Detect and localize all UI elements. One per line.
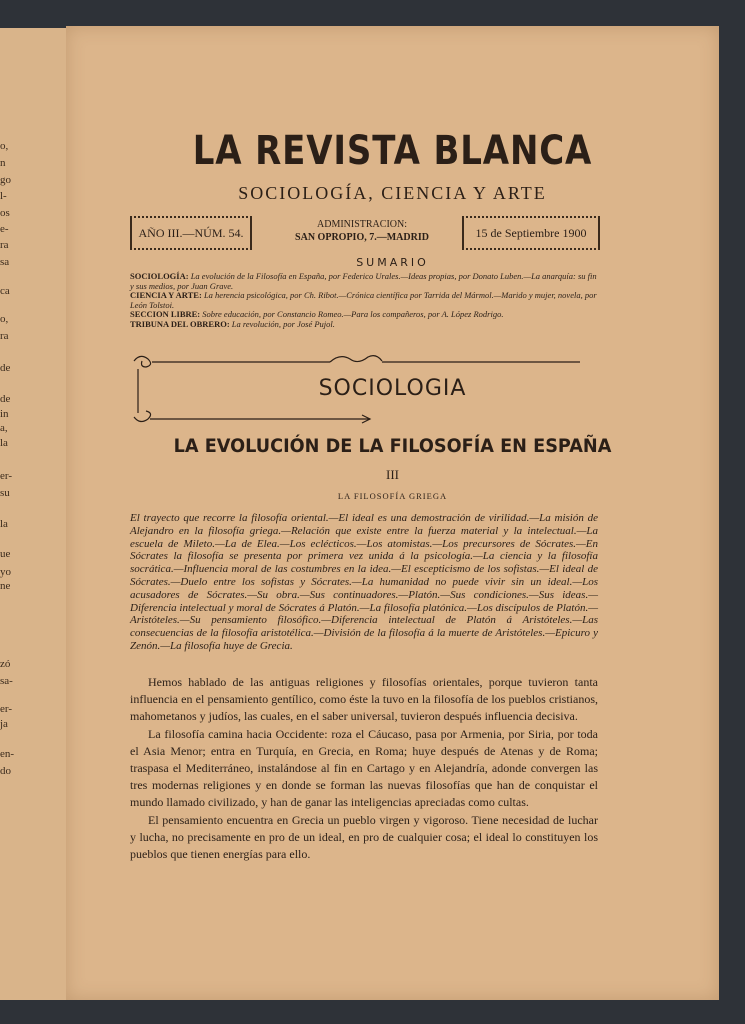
sumario-list: [130, 272, 600, 329]
left-page-fragment: yo: [0, 566, 11, 578]
left-page-fragment: ca: [0, 285, 10, 297]
sumario-heading: SUMARIO: [356, 256, 429, 269]
left-page-fragment: er-: [0, 703, 12, 715]
sumario-entry: [130, 272, 600, 291]
ornament-scroll-left: [134, 356, 151, 367]
left-page-fragment: su: [0, 487, 10, 499]
left-page-fragment: er-: [0, 470, 12, 482]
left-page-fragment: ra: [0, 330, 9, 342]
left-page-fragment: la: [0, 518, 8, 530]
sumario-text: Sobre educación, por Constancio Romeo.—Para los compañeros, por A. López Rodrigo.: [202, 309, 504, 319]
left-page-fragment: ue: [0, 548, 11, 560]
issue-date: 15 de Septiembre 1900: [475, 225, 587, 240]
left-page-fragment: l-: [0, 190, 7, 202]
sumario-category: SOCIOLOGÍA:: [130, 271, 189, 281]
left-page-fragment: ra: [0, 239, 9, 251]
left-page-fragment: sa-: [0, 675, 13, 687]
sumario-text: La revolución, por José Pujol.: [231, 318, 335, 329]
sumario-category: TRIBUNA DEL OBRERO:: [130, 318, 230, 329]
article-abstract: El trayecto que recorre la filosofía oriental.—El ideal es una demostración de virilidad.—La misión de Alejandro en la filosofía griega.—Relación que existe entre la fuerza material y la intelectual.—La escuela de Mileto.—La de Elea.—Los eclécticos.—Los atomistas.—Los precursores de Sócrates.—En Sócrates la filosofía se presenta por primera vez unida á la psicología.—La ciencia y la filosofía socrática.—Influencia moral de las costumbres en la idea.—El escepticismo de los sofistas.—El ideal de Sócrates.—Duelo entre los sofistas y Sócrates.—La humanidad no puede vivir sin un ideal.—Los acusadores de Sócrates.—Su obra.—Sus continuadores.—Platón.—Sus condiciones.—Sus ideas.—Diferencia intelectual y moral de Sócrates á Platón.—La filosofía platónica.—Los discípulos de Platón.—Aristóteles.—Su pensamiento filosófico.—Diferencia intelectual de Platón á Aristóteles.—Las consecuencias de la filosofía aristotélica.—División de la filosofía á la muerte de Aristóteles.—Epicuro y Zenón.—La filosofía huye de Grecia.: [130, 512, 598, 652]
left-page-fragment: o,: [0, 140, 9, 152]
article-subheading: LA FILOSOFÍA GRIEGA: [337, 491, 448, 501]
left-page-fragment: zó: [0, 658, 11, 670]
left-page-fragment: sa: [0, 256, 10, 268]
masthead-subtitle: SOCIOLOGÍA, CIENCIA Y ARTE: [238, 183, 547, 203]
sumario-text: La evolución de la Filosofía en España, por Federico Urales.—Ideas propias, por Donato Luben.—La anarquía: su fin y sus medios, por Juan Grave.: [130, 271, 597, 291]
paragraph: La filosofía camina hacia Occidente: roza el Cáucaso, pasa por Armenia, por Siria, por toda el Asia Menor; entra en Turquía, en Grecia, en Roma; huye después de Atenas y de Roma; traspasa el Mediterráneo, instalándose al fin en Cartago y en Alejandría, adonde convergen las tres modernas religiones y en donde se forman las nuevas filosofías que han de conquistar el mundo llamado civilizado, y han de ganar las inteligencias apreciadas como cultas.: [130, 727, 598, 809]
left-page-fragment: e-: [0, 223, 9, 235]
article-body: [130, 674, 598, 865]
administration-block: [272, 218, 452, 248]
issue-box: [130, 216, 252, 250]
sumario-category: SECCION LIBRE:: [130, 309, 201, 319]
left-page-fragment: a,: [0, 422, 8, 434]
sumario-entry: [130, 291, 600, 310]
issue-number: AÑO III.—NÚM. 54.: [138, 225, 244, 240]
masthead-title: LA REVISTA BLANCA: [192, 128, 593, 174]
left-page-fragment: os: [0, 207, 10, 219]
left-page-fragment: en-: [0, 748, 15, 760]
left-page-fragment: de: [0, 393, 11, 405]
journal-page: [66, 26, 719, 1000]
left-page-fragment: ne: [0, 580, 11, 592]
sumario-text: La herencia psicológica, por Ch. Ribot.—Crónica científica por Tarrida del Mármol.—Marido y mujer, novela, por León Tolstoi.: [130, 290, 597, 310]
left-page-fragment: n: [0, 157, 6, 169]
admin-address: SAN OPROPIO, 7.—MADRID: [295, 232, 429, 243]
date-box: [462, 216, 600, 250]
article-part: III: [386, 467, 399, 482]
admin-label: ADMINISTRACION:: [317, 219, 407, 230]
paragraph: El pensamiento encuentra en Grecia un pueblo virgen y vigoroso. Tiene necesidad de luchar y lucha, no precisamente en pro de un ideal, en pro de cualquier cosa; el ideal lo constituyen los pueblos que tienen energías para ello.: [130, 813, 598, 861]
sumario-category: CIENCIA Y ARTE:: [130, 290, 202, 300]
section-title: SOCIOLOGIA: [318, 376, 467, 401]
left-page-fragment: go: [0, 174, 11, 186]
ornament-scroll-bottom: [134, 411, 151, 422]
left-page-fragment: de: [0, 362, 11, 374]
left-page-fragment: ja: [0, 718, 8, 730]
left-page-fragment: in: [0, 408, 9, 420]
left-page-fragment: do: [0, 765, 11, 777]
article-title: LA EVOLUCIÓN DE LA FILOSOFÍA EN ESPAÑA: [173, 435, 612, 457]
left-page-fragment: o,: [0, 313, 9, 325]
sumario-entry: [130, 320, 600, 330]
paragraph: Hemos hablado de las antiguas religiones y filosofías orientales, porque tuvieron tanta influencia en el pensamiento gentílico, como éste la tuvo en la filosofía de los pueblos cristianos, mahometanos y judíos, las cuales, en el saber universal, tuvieron después influencia decisiva.: [130, 675, 598, 723]
ornament-scroll-center: [330, 356, 382, 362]
left-page-fragment: la: [0, 437, 8, 449]
